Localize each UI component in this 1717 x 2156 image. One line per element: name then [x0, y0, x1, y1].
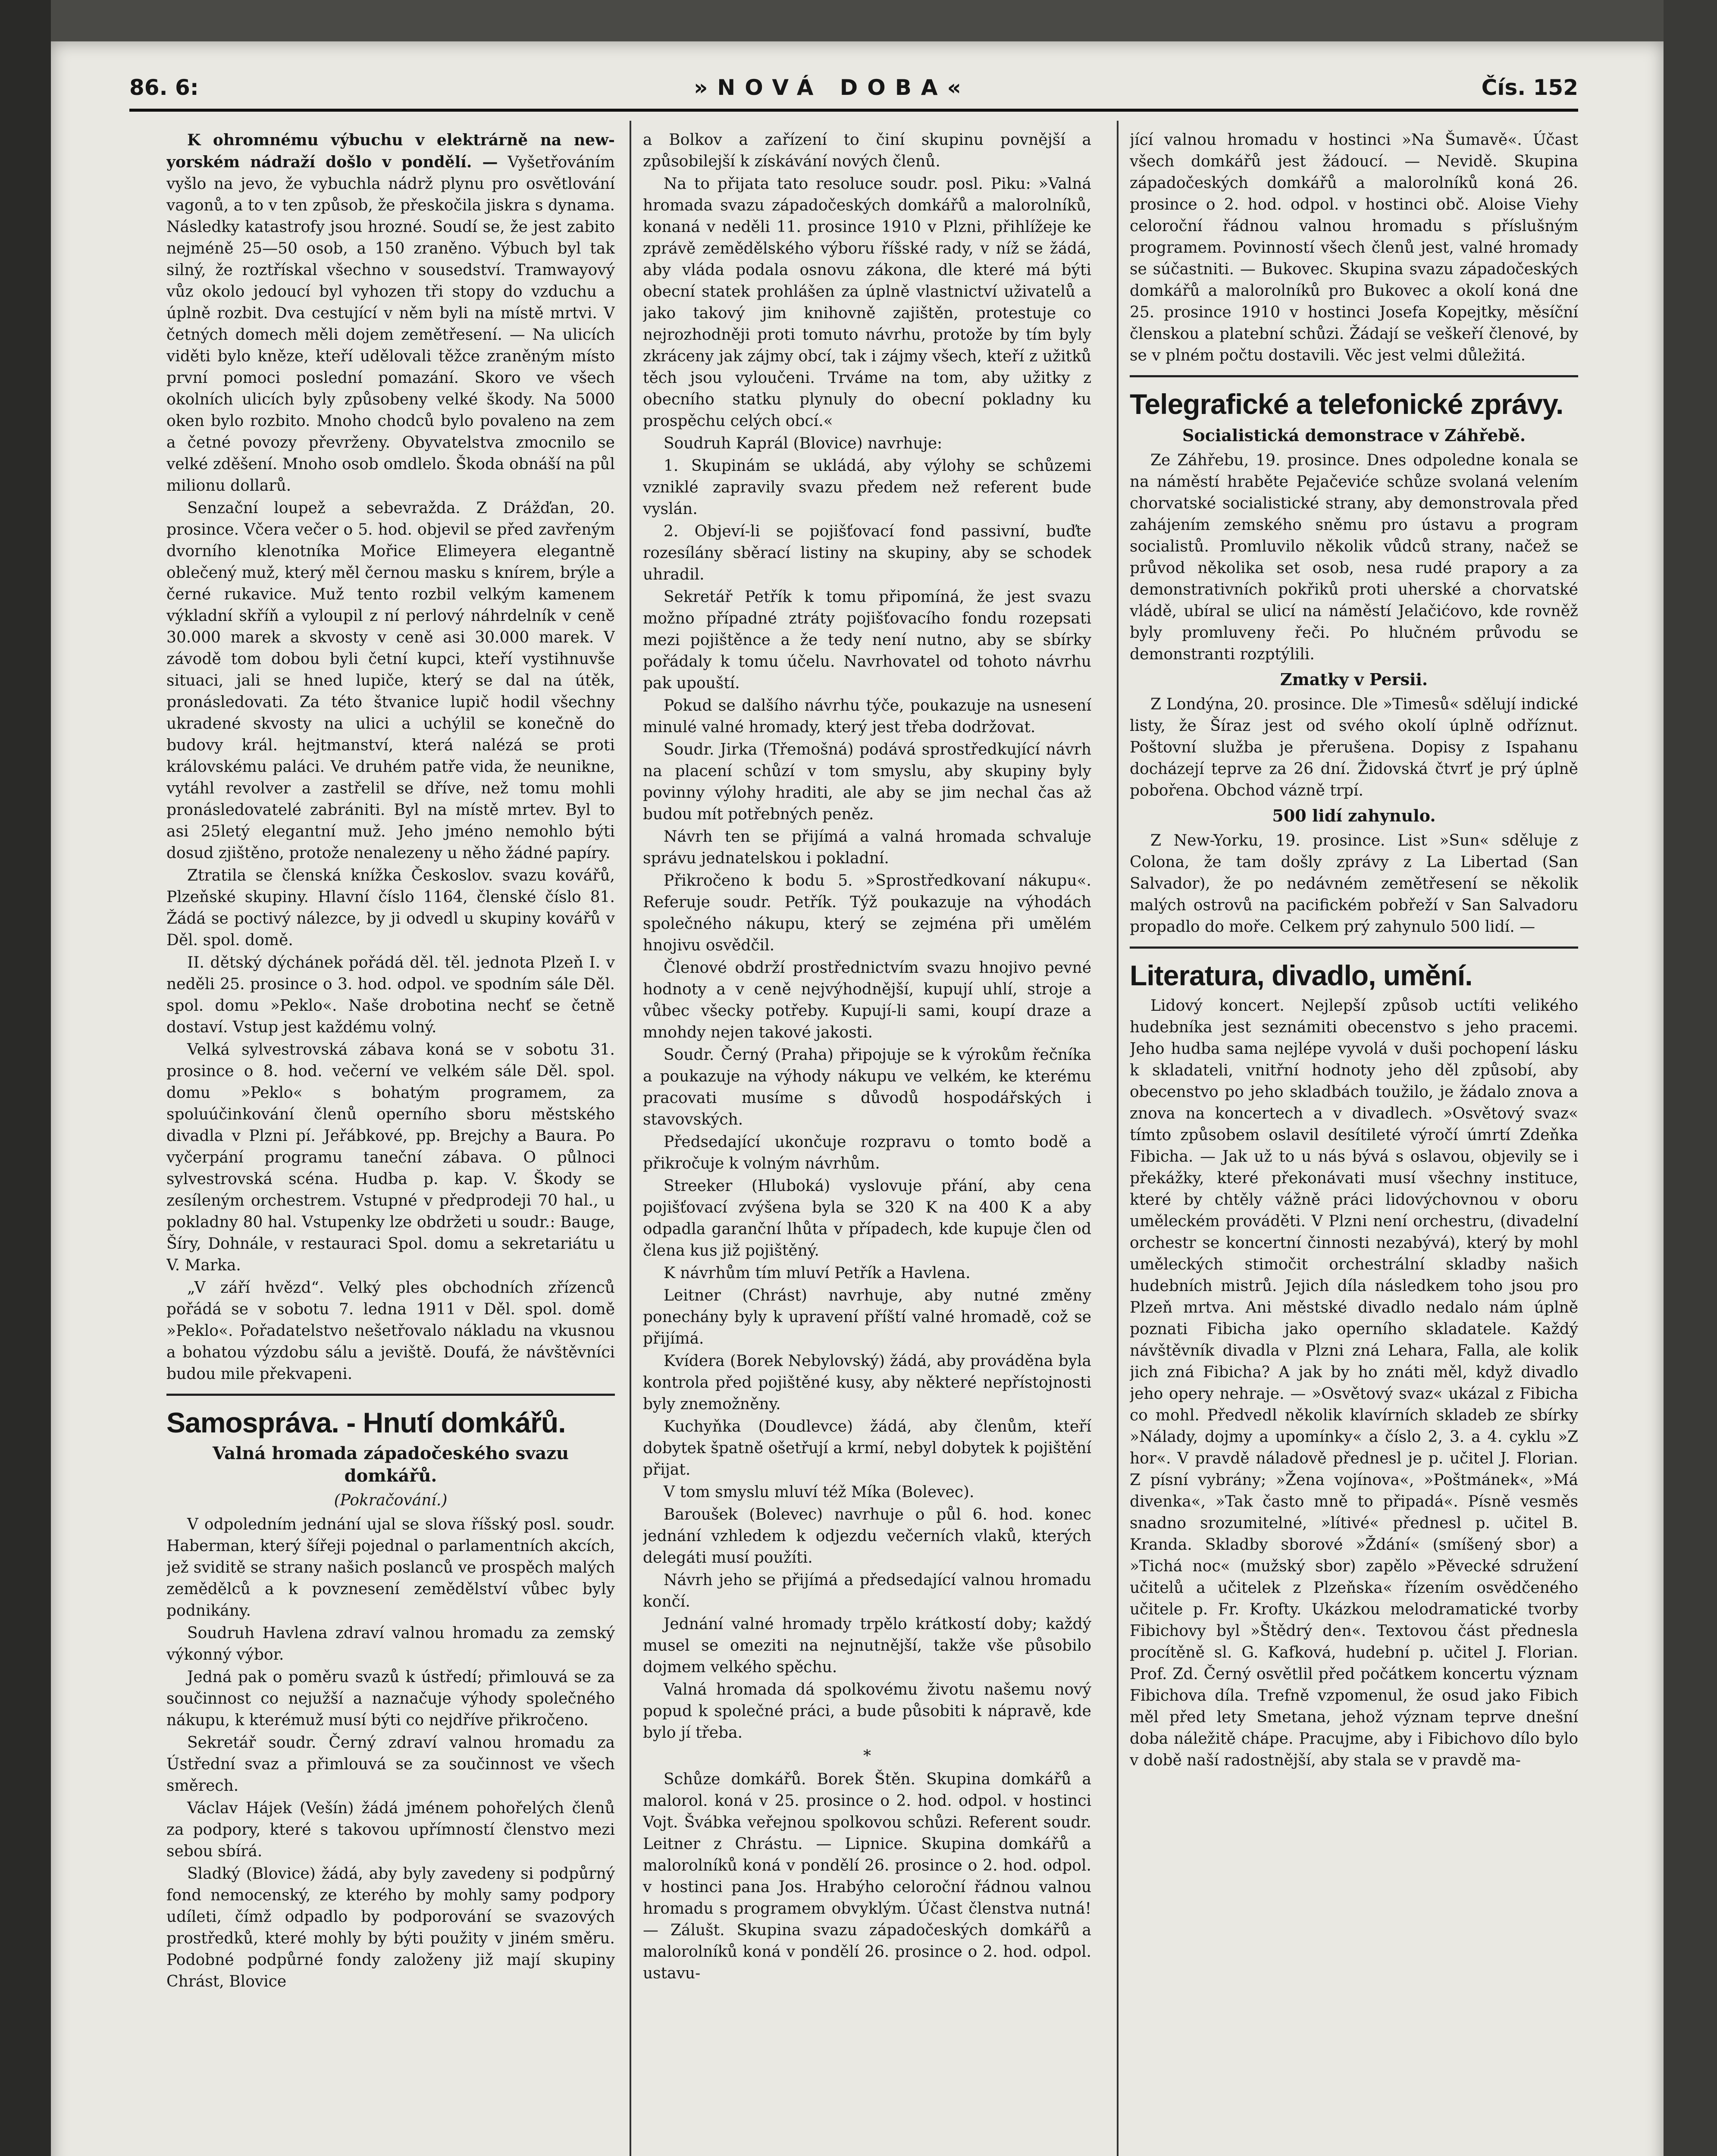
paragraph: Návrh jeho se přijímá a předsedající valnou hromadu končí. — [643, 1571, 1091, 1611]
paragraph: Předsedající ukončuje rozpravu o tomto bodě a přikročuje k volným návrhům. — [643, 1133, 1091, 1172]
header-page-left: 86. 6: — [129, 75, 199, 100]
paragraph: a Bolkov a zařízení to činí skupinu povnější a způsobilejší k získávání nových členů. — [643, 131, 1091, 170]
paragraph: Sekretář Petřík k tomu připomíná, že jest svazu možno případné ztráty pojišťovacího fondu rozepsati mezi pojištěnce a že tedy není nutno, aby se sbírky pořádaly k tomu účelu. Navrhovatel od tohoto návrhu pak upouští. — [643, 588, 1091, 692]
paragraph: Jedná pak o poměru svazů k ústředí; přimlouvá se za součinnost co nejužší a naznačuje výhody společného nákupu, k kterémuž musí býti co nejdříve přikročeno. — [166, 1668, 615, 1729]
paragraph: 2. Objeví-li se pojišťovací fond passivní, buďte rozesílány sběrací listiny na skupiny, aby se schodek uhradil. — [643, 523, 1091, 583]
paragraph: Jednání valné hromady trpělo krátkostí doby; každý musel se omeziti na nejnutnější, takže vše působilo dojmem velkého spěchu. — [643, 1615, 1091, 1676]
paragraph: V odpoledním jednání ujal se slova říšský posl. soudr. Haberman, který šířeji pojednal o parlamentních akcích, jež sviditě se strany našich poslanců ve prospěch malých zemědělců a k povznesení zemědělství vůbec byly podnikány. — [166, 1516, 615, 1620]
section-title-literature: Literatura, divadlo, umění. — [1130, 959, 1473, 991]
resolution: Na to přijata tato resoluce soudr. posl. Piku: »Valná hromada svazu západočeských domkářů a malorolníků, konaná v neděli 11. prosince 1910 v Plzni, přihlížeje ke zprávě zemědělského výboru říšské rady, v níž se žádá, aby vláda podala osnovu zákona, dle které má býti obecní statek prohlášen za úplně vlastnictví uživatelů a jako takový jim knihovně zajištěn, protestuje co nejrozhodněji proti tomuto návrhu, protože by tím byly zkráceny jak zájmy obcí, tak i zájmy všech, kteří z užitků těch jsou vyloučeni. Trváme na tom, aby užitky z obecního statku plynuly do obecní pokladny ku prospěchu celých obcí.« — [643, 175, 1091, 430]
column-rule-1 — [630, 121, 631, 2156]
section-divider — [166, 1394, 615, 1396]
notice-ball: „V září hvězd“. Velký ples obchodních zřízenců pořádá se v sobotu 7. ledna 1911 v Děl. spol. domě »Peklo«. Pořadatelstvo nešetřovalo nákladu na vkusnou a bohatou výzdobu sálu a jeviště. Doufá, že návštěvníci budou mile překvapeni. — [166, 1279, 615, 1383]
scan-left-edge — [0, 0, 51, 2156]
scan-right-edge — [1664, 0, 1717, 2156]
telegram-zagreb: Ze Záhřebu, 19. prosince. Dnes odpoledne konala se na náměstí hraběte Pejačeviće schůze svolaná velením chorvatské socialistické strany, aby demonstrovala před zahájením zemského sněmu pro ústavu a program socialistů. Promluvilo několik vůdců strany, načež se průvod několika set osob, nesa rudé prapory a za demonstrativních pokřiků proti uherské a chorvatské vládě, ubíral se ulicí na náměstí Jelačićovo, kde rovněž byly promluveny řeči. Po hlučném průvodu se demonstranti rozptýlili. — [1130, 451, 1578, 663]
headline-zagreb: Socialistická demonstrace v Záhřebě. — [1182, 426, 1526, 445]
column-1 — [166, 129, 615, 2156]
paragraph: Pokud se dalšího návrhu týče, poukazuje na usnesení minulé valné hromady, který jest třeba dodržovat. — [643, 697, 1091, 736]
paragraph: Soudruh Kaprál (Blovice) navrhuje: — [664, 435, 943, 452]
subheading-general-meeting: Valná hromada západočeského svazu domkářů. — [212, 1443, 569, 1486]
paragraph: Valná hromada dá spolkovému životu našemu nový popud k společné práci, a bude působiti k nápravě, kde bylo jí třeba. — [643, 1681, 1091, 1742]
paragraph: Návrh ten se přijímá a valná hromada schvaluje správu jednatelskou i pokladní. — [643, 828, 1091, 867]
headline-persia: Zmatky v Persii. — [1280, 670, 1428, 689]
paragraph: Soudr. Černý (Praha) připojuje se k výrokům řečníka a poukazuje na výhody nákupu ve velkém, ke kterému pracovati musíme s důvodů hospodářských i stavovských. — [643, 1046, 1091, 1128]
page-header — [129, 69, 1578, 112]
column-3 — [1130, 129, 1578, 2156]
column-2 — [643, 129, 1091, 2156]
notice-children-party: II. dětský dýchánek pořádá děl. těl. jednota Plzeň I. v neděli 25. prosince o 3. hod. odpol. ve spodním sále Děl. spol. domu »Peklo«. Naše drobotina nechť se četně dostaví. Vstup jest každému volný. — [166, 954, 615, 1036]
article-explosion-lead: K ohromnému výbuchu v elektrárně na new-yorském nádraží došlo v pondělí. — — [166, 131, 615, 171]
paragraph: Kuchyňka (Doudlevce) žádá, aby členům, kteří dobytek špatně ošetřují a krmí, nebyl dobytek k pojištění přijat. — [643, 1418, 1091, 1479]
section-divider — [1130, 375, 1578, 377]
section-title-telegraph: Telegrafické a telefonické zprávy. — [1130, 388, 1563, 420]
paragraph: Přikročeno k bodu 5. »Sprostředkovaní nákupu«. Referuje soudr. Petřík. Týž poukazuje na výhodách společného nákupu, který se zejména při umělém hnojivu osvědčil. — [643, 872, 1091, 954]
paragraph: V tom smyslu mluví též Míka (Bolevec). — [664, 1483, 974, 1501]
star-divider: * — [863, 1747, 871, 1765]
article-robbery: Senzační loupež a sebevražda. Z Drážďan, 20. prosince. Včera večer o 5. hod. objevil se před zavřeným dvorního klenotníka Mořice Elimeyera elegantně oblečený muž, který měl černou masku s knírem, brýle a černé rukavice. Muž tento rozbil velkým kamenem výkladní skříň a vyloupil z ní perlový náhrdelník v ceně 30.000 marek a skvosty v ceně asi 30.000 marek. V závodě tom dobou byli četní kupci, kteří vystihnuvše situaci, jali se hned lupiče, který se dal na útěk, pronásledovati. Za této štvanice lupič hodil všechny ukradené skvosty na ulici a uchýlil se konečně do budovy král. hejtmanství, která nalézá se proti královskému paláci. Ve druhém patře vida, že neunikne, vytáhl revolver a zastřelil se dříve, než tomu mohli pronásledovatelé zabrániti. Byl na místě mrtev. Byl to asi 25letý elegantní muž. Jeho jméno nemohlo býti dosud zjištěno, protože nenalezeny u něho žádné papíry. — [166, 499, 615, 862]
paragraph: Leitner (Chrást) navrhuje, aby nutné změny ponechány byly k upravení příští valné hromadě, což se přijímá. — [643, 1287, 1091, 1348]
meetings-notice: Schůze domkářů. Borek Štěn. Skupina domkářů a malorol. koná v 25. prosince o 2. hod. odpol. v hostinci Vojt. Švábka veřejnou spolkovou schůzi. Referent soudr. Leitner z Chrástu. — Lipnice. Skupina domkářů a malorolníků koná v pondělí 26. prosince o 2. hod. odpol. v hostinci pana Jos. Hrabýho celoroční řádnou valnou hromadu s programem obvyklým. Účast členstva nutná! — Zálušt. Skupina svazu západočeských domkářů a malorolníků koná v pondělí 26. prosince o 2. hod. odpol. ustavu- — [643, 1771, 1091, 1982]
headline-500-dead: 500 lidí zahynulo. — [1272, 806, 1436, 825]
section-title-self-government: Samospráva. - Hnutí domkářů. — [166, 1407, 566, 1438]
issue-number: Čís. 152 — [1481, 75, 1578, 100]
article-explosion-body: Vyšetřováním vyšlo na jevo, že vybuchla nádrž plynu pro osvětlování vagonů, a to v ten způsob, že přeskočila jiskra s dynama. Následky katastrofy jsou hrozné. Soudí se, že jest zabito nejméně 25—50 osob, a 150 zraněno. Výbuch byl tak silný, že roztřískal všechno v sousedství. Tramwayový vůz okolo jedoucí byl vyhozen tři stopy do vzduchu a úplně rozbit. Dva cestující v něm byli na místě mrtvi. V četných domech měli dojem zemětřesení. — Na ulicích viděti bylo kněze, kteří udělovali těžce zraněným místo první pomoci poslední pomazání. Skoro ve všech okolních ulicích byly způsobeny velké škody. Na 5000 oken bylo rozbito. Mnoho chodců bylo povaleno na zem a četné povozy převrženy. Obyvatelstva zmocnilo se velké zděšení. Mnoho osob omdlelo. Škoda obnáší na půl milionu dollarů. — [166, 154, 615, 495]
masthead-title: »NOVÁ DOBA« — [694, 75, 971, 100]
notice-lost-book: Ztratila se členská knížka Českoslov. svazu kovářů, Plzeňské skupiny. Hlavní číslo 1164, členské číslo 81. Žádá se poctivý nálezce, by ji odvedl u skupiny kovářů v Děl. spol. domě. — [166, 867, 615, 949]
paragraph: 1. Skupinám se ukládá, aby výlohy se schůzemi vzniklé zapravily svazu předem než referent bude vyslán. — [643, 457, 1091, 518]
column-rule-2 — [1117, 121, 1119, 2156]
scan-top-edge — [0, 0, 1717, 41]
paragraph: Václav Hájek (Vešín) žádá jménem pohořelých členů za podpory, které s takovou upřímností členstvo mezi sebou sbírá. — [166, 1799, 615, 1860]
paragraph: Streeker (Hluboká) vyslovuje přání, aby cena pojišťovací zvýšena byla se 320 K na 400 K a aby odpadla garanční lhůta v případech, kde kupuje člen od člena kus již pojištěný. — [643, 1177, 1091, 1260]
paragraph: K návrhům tím mluví Petřík a Havlena. — [664, 1264, 971, 1282]
paragraph: Soudruh Havlena zdraví valnou hromadu za zemský výkonný výbor. — [166, 1624, 615, 1664]
notice-sylvester: Velká sylvestrovská zábava koná se v sobotu 31. prosince o 8. hod. večerní ve velkém sále Děl. spol. domu »Peklo« s bohatým programem, za spoluúčinkování členů operního sboru městského divadla v Plzni pí. Jeřábkové, pp. Brejchy a Baura. Po vyčerpání programu taneční zábava. O půlnoci sylvestrovská scéna. Hudba p. kap. V. Škody se zesíleným orchestrem. Vstupné v předprodeji 70 hal., u pokladny 80 hal. Vstupenky lze obdržeti u soudr.: Bauge, Šíry, Dohnále, v restauraci Spol. domu a sekretariátu u V. Marka. — [166, 1041, 615, 1274]
telegram-london: Z Londýna, 20. prosince. Dle »Timesů« sdělují indické listy, že Šíraz jest od svého okolí úplně odříznut. Poštovní služba je přerušena. Dopisy z Ispahanu docházejí teprve za 26 dní. Židovská čtvrť je prý úplně pobořena. Obchod vázně trpí. — [1130, 696, 1578, 799]
paragraph: Soudr. Jirka (Třemošná) podává sprostředkující návrh na placení schůzí v tom smyslu, aby skupiny byly povinny výlohy hraditi, ale aby se jim nechal čas až budou mít potřebných peněz. — [643, 741, 1091, 823]
paragraph: Kvídera (Borek Nebylovský) žádá, aby prováděna byla kontrola před pojištěné kusy, aby některé nepřístojnosti byly znemožněny. — [643, 1352, 1091, 1413]
article-explosion — [166, 129, 615, 497]
paragraph: Sekretář soudr. Černý zdraví valnou hromadu za Ústřední svaz a přimlouvá se za součinnost ve všech směrech. — [166, 1734, 615, 1795]
paragraph: Členové obdrží prostřednictvím svazu hnojivo pevné hodnoty a v ceně nejvýhodnější, kupují uhlí, stroje a vůbec všecky potřeby. Kupují-li sami, koupí draze a mnohdy nejen takové jakosti. — [643, 959, 1091, 1041]
paragraph: jící valnou hromadu v hostinci »Na Šumavě«. Účast všech domkářů jest žádoucí. — Nevidě. Skupina západočeských domkářů a malorolníků koná 26. prosince o 2. hod. odpol. v hostinci obč. Aloise Viehy celoroční řádnou valnou hromadu s příslušným programem. Povinností všech členů jest, valné hromady se súčastniti. — Bukovec. Skupina svazu západočeských domkářů a malorolníků pro Bukovec a okolí koná dne 25. prosince 1910 v hostinci Josefa Kopejtky, měsíční členskou a platební schůzi. Žádají se veškeří členové, by se v plném počtu dostavili. Věc jest velmi důležitá. — [1130, 131, 1578, 364]
continuation-note: (Pokračování.) — [334, 1492, 448, 1509]
paragraph: Baroušek (Bolevec) navrhuje o půl 6. hod. konec jednání vzhledem k odjezdu večerních vlaků, kterých delegáti musí použíti. — [643, 1506, 1091, 1567]
telegram-new-york: Z New-Yorku, 19. prosince. List »Sun« sděluje z Colona, že tam došly zprávy z La Libertad (San Salvador), že po nedávném zemětřesení se několik malých ostrovů na pacifickém pobřeží v San Salvadoru propadlo do moře. Celkem prý zahynulo 500 lidí. — — [1130, 832, 1578, 936]
paragraph: Sladký (Blovice) žádá, aby byly zavedeny si podpůrný fond nemocenský, ze kterého by mohly samy podpory udíleti, čímž odpadlo by podporování se svazových prostředků, které mohly by býti použity v jiném směru. Podobné podpůrné fondy založeny již mají skupiny Chrást, Blovice — [166, 1865, 615, 1990]
article-folk-concert: Lidový koncert. Nejlepší způsob uctíti velikého hudebníka jest seznámiti obecenstvo s jeho pracemi. Jeho hudba sama nejlépe vyvolá v duši pochopení lásku k skladateli, vnitřní hodnoty jeho děl způsobí, aby obecenstvo po jeho skladbách toužilo, je žádalo znova a znova na koncertech a v divadlech. »Osvětový svaz« tímto způsobem oslavil desítileté výročí úmrtí Zdeňka Fibicha. — Jak už to u nás bývá s oslavou, objevily se i překážky, které překonávati musí všechny instituce, které by chtěly vážně práci lidovýchovnou v oboru uměleckém prováděti. V Plzni není orchestru, (divadelní orchestr se koncertní činnosti nezabývá), který by mohl uměleckých stimočit orchestrální skladby našich hudebních mistrů. Jejich díla následkem toho jsou pro Plzeň mrtva. Ani městské divadlo nedalo nám úplně poznati Fibicha jako operního skladatele. Každý návštěvník divadla v Plzni zná Lehara, Falla, ale kolik jich zná Fibicha? A jak by ho znáti měl, když divadlo jeho opery nehraje. — »Osvětový svaz« ukázal z Fibicha co mohl. Předvedl několik klavírních skladeb ze sbírky »Nálady, dojmy a upomínky« a číslo 2, 3. a 4. cyklu »Z hor«. V pravdě náladově přednesl je p. učitel J. Florian. Z písní vybrány; »Žena vojínova«, »Poštmánek«, »Má divenka«, »Tak často mně to připadá«. Písně vesměs snadno srozumitelné, »lítivé« přednesl p. učitel B. Kranda. Skladby sborové »Ždání« (smíšený sbor) a »Tichá noc« (mužský sbor) zapělo »Pěvecké sdružení učitelů a učitelek z Plzeňska« řízením osvědčeného učitele p. Fr. Krofty. Ukázkou melodramatické tvorby Fibichovy byl »Štědrý den«. Textovou část přednesla procítěně sl. G. Kafková, hudební p. učitel J. Florian. Prof. Zd. Černý osvětlil před počátkem koncertu význam Fibichova díla. Trefně vzpomenul, že osud jako Fibich měl před lety Smetana, jehož význam teprve dnešní doba náležitě chápe. Pracujme, aby i Fibichovo dílo bylo v době naší radostnější, aby stala se v pravdě ma- — [1130, 997, 1578, 1769]
section-divider — [1130, 946, 1578, 949]
